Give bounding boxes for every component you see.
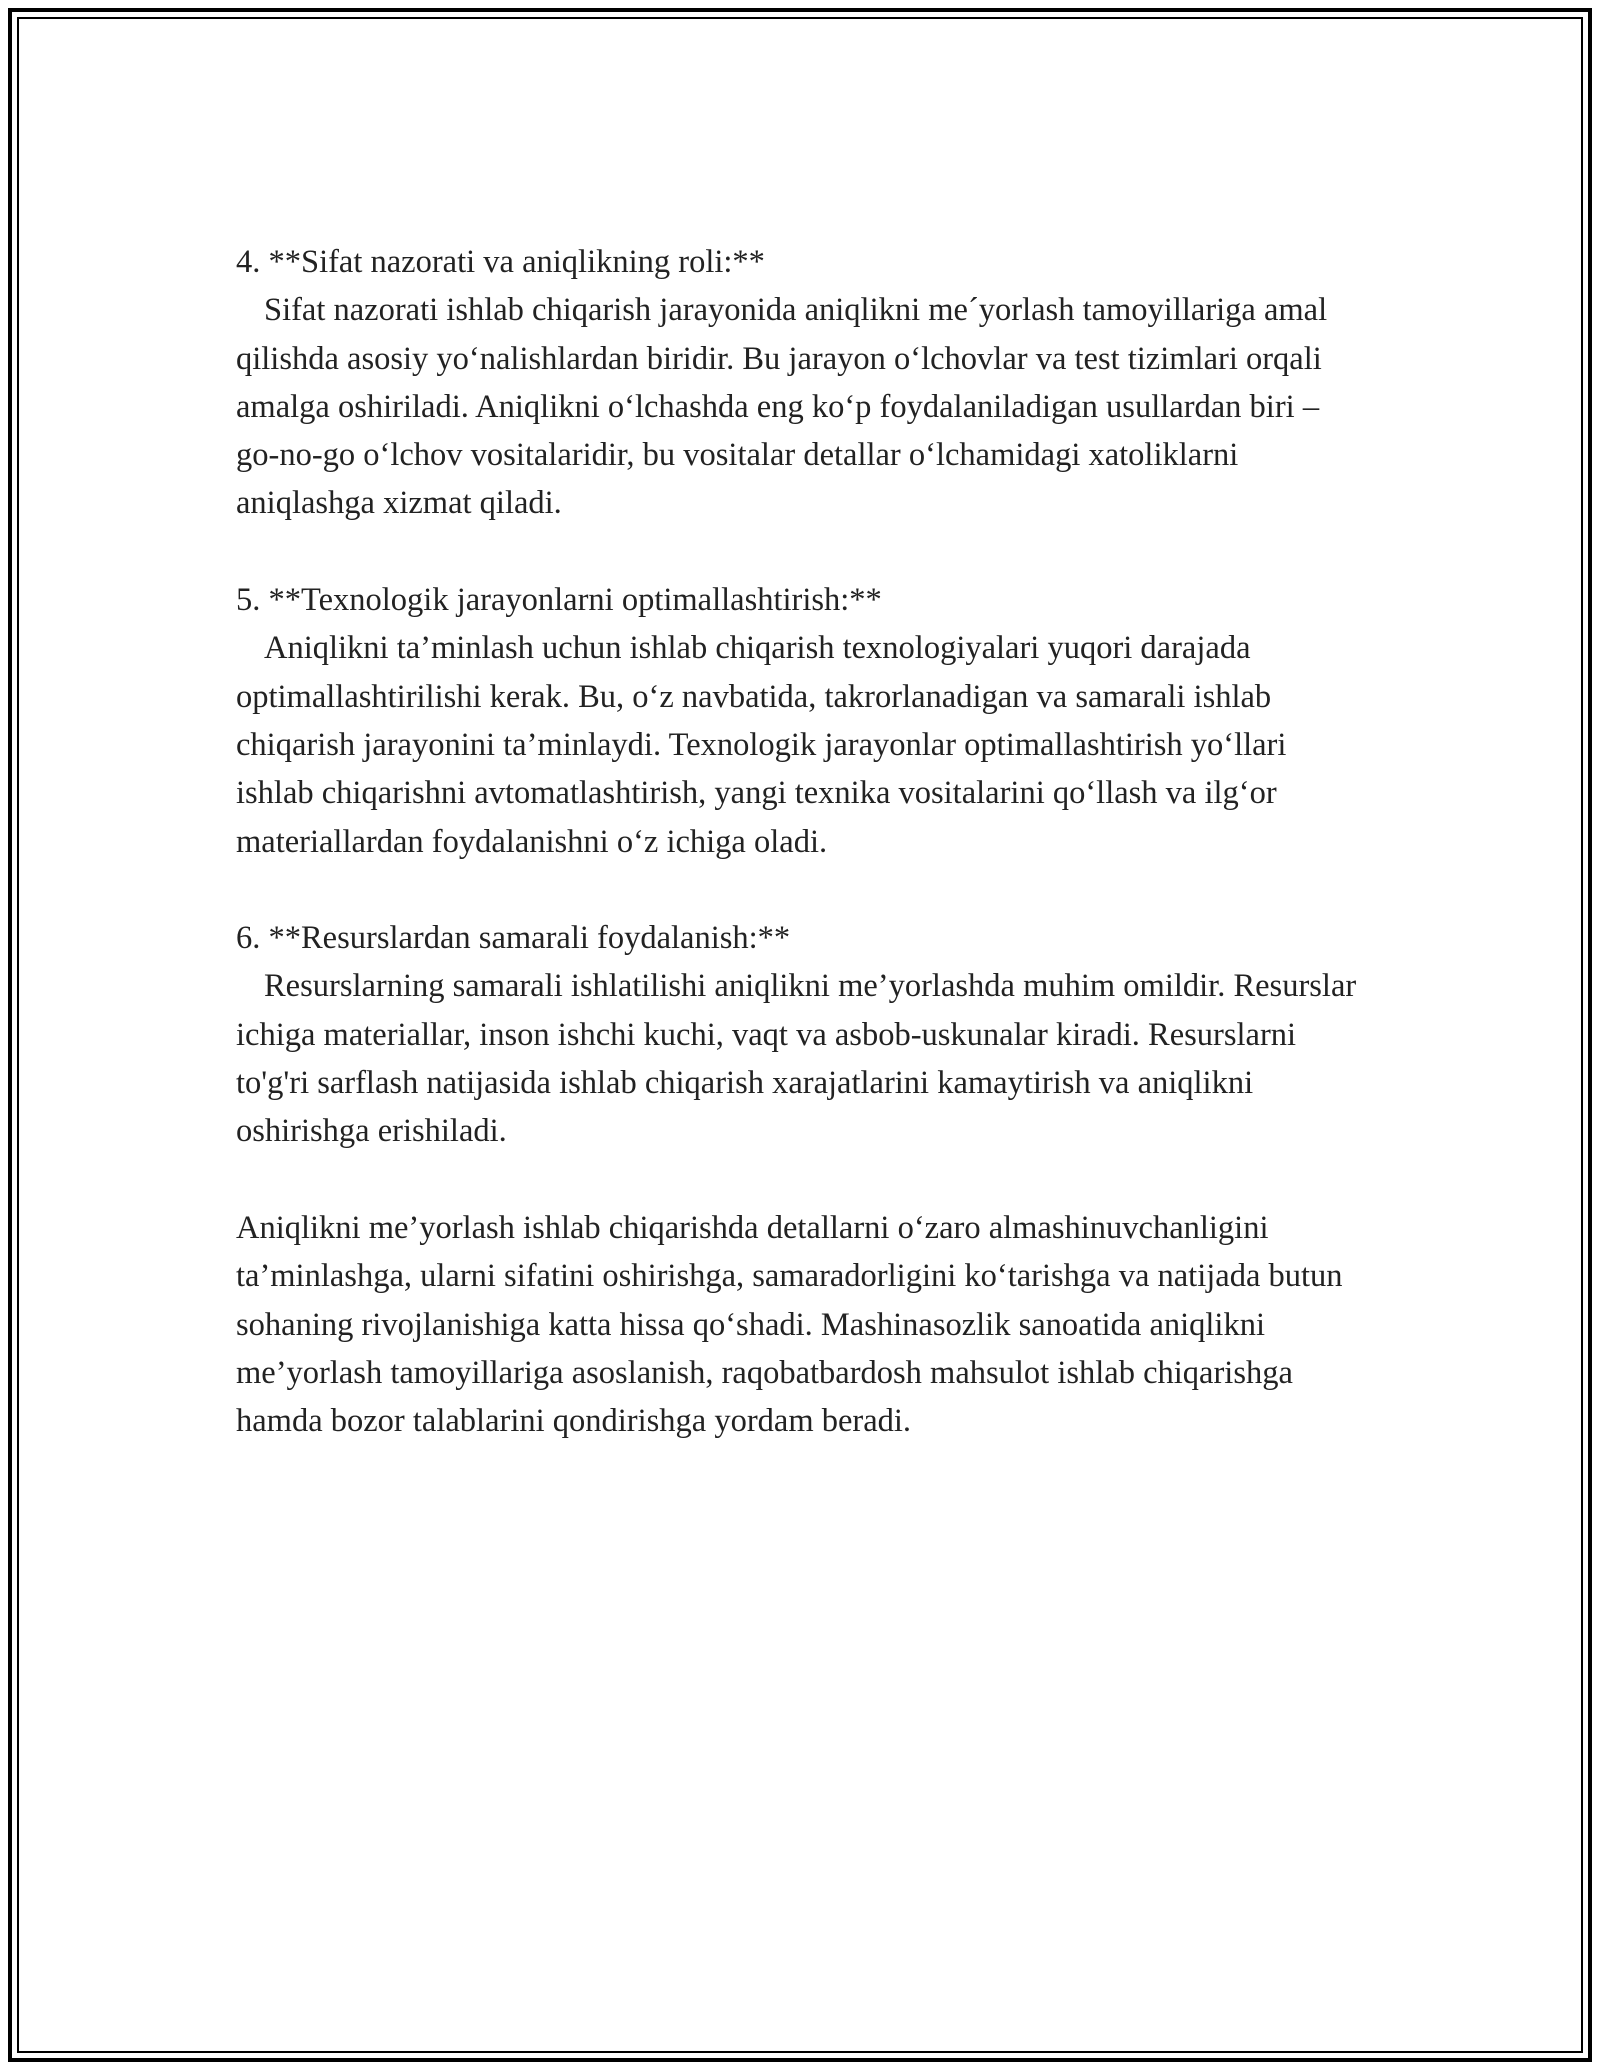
section-heading: 5. **Texnologik jarayonlarni optimallashtirish:** bbox=[236, 582, 882, 619]
section-process-optimization bbox=[236, 576, 1366, 866]
section-resource-efficiency bbox=[236, 914, 1366, 1155]
conclusion-paragraph: Aniqlikni me’yorlash ishlab chiqarishda detallarni o‘zaro almashinuvchanligini ta’minlashga, ularni sifatini oshirishga, samaradorligini ko‘tarishga va natijada butun sohaning rivojlanishiga katta hissa qo‘shadi. Mashinasozlik sanoatida aniqlikni me’yorlash tamoyillariga asoslanish, raqobatbardosh mahsulot ishlab chiqarishga hamda bozor talablarini qondirishga yordam beradi. bbox=[236, 1209, 1343, 1440]
document-body bbox=[236, 238, 1366, 1445]
section-heading: 4. **Sifat nazorati va aniqlikning roli:** bbox=[236, 244, 765, 280]
section-heading: 6. **Resurslardan samarali foydalanish:** bbox=[236, 920, 791, 957]
section-paragraph: Aniqlikni ta’minlash uchun ishlab chiqarish texnologiyalari yuqori darajada optimallashtirilishi kerak. Bu, o‘z navbatida, takrorlanadigan va samarali ishlab chiqarish jarayonini ta’minlaydi. Texnologik jarayonlar optimallashtirish yo‘llari ishlab chiqarishni avtomatlashtirish, yangi texnika vositalarini qo‘llash va ilg‘or materiallardan foydalanishni o‘z ichiga oladi. bbox=[236, 630, 1287, 860]
section-paragraph: Resurslarning samarali ishlatilishi aniqlikni me’yorlashda muhim omildir. Resurslar ichiga materiallar, inson ishchi kuchi, vaqt va asbob-uskunalar kiradi. Resurslarni to'g'ri sarflash natijasida ishlab chiqarish xarajatlarini kamaytirish va aniqlikni oshirishga erishiladi. bbox=[236, 968, 1357, 1150]
section-paragraph: Sifat nazorati ishlab chiqarish jarayonida aniqlikni meˊyorlash tamoyillariga amal qilishda asosiy yo‘nalishlardan biridir. Bu jarayon o‘lchovlar va test tizimlari orqali amalga oshiriladi. Aniqlikni o‘lchashda eng ko‘p foydalaniladigan usullardan biri – go-no-go o‘lchov vositalaridir, bu vositalar detallar o‘lchamidagi xatoliklarni aniqlashga xizmat qiladi. bbox=[236, 292, 1328, 522]
section-quality-control bbox=[236, 238, 1366, 528]
